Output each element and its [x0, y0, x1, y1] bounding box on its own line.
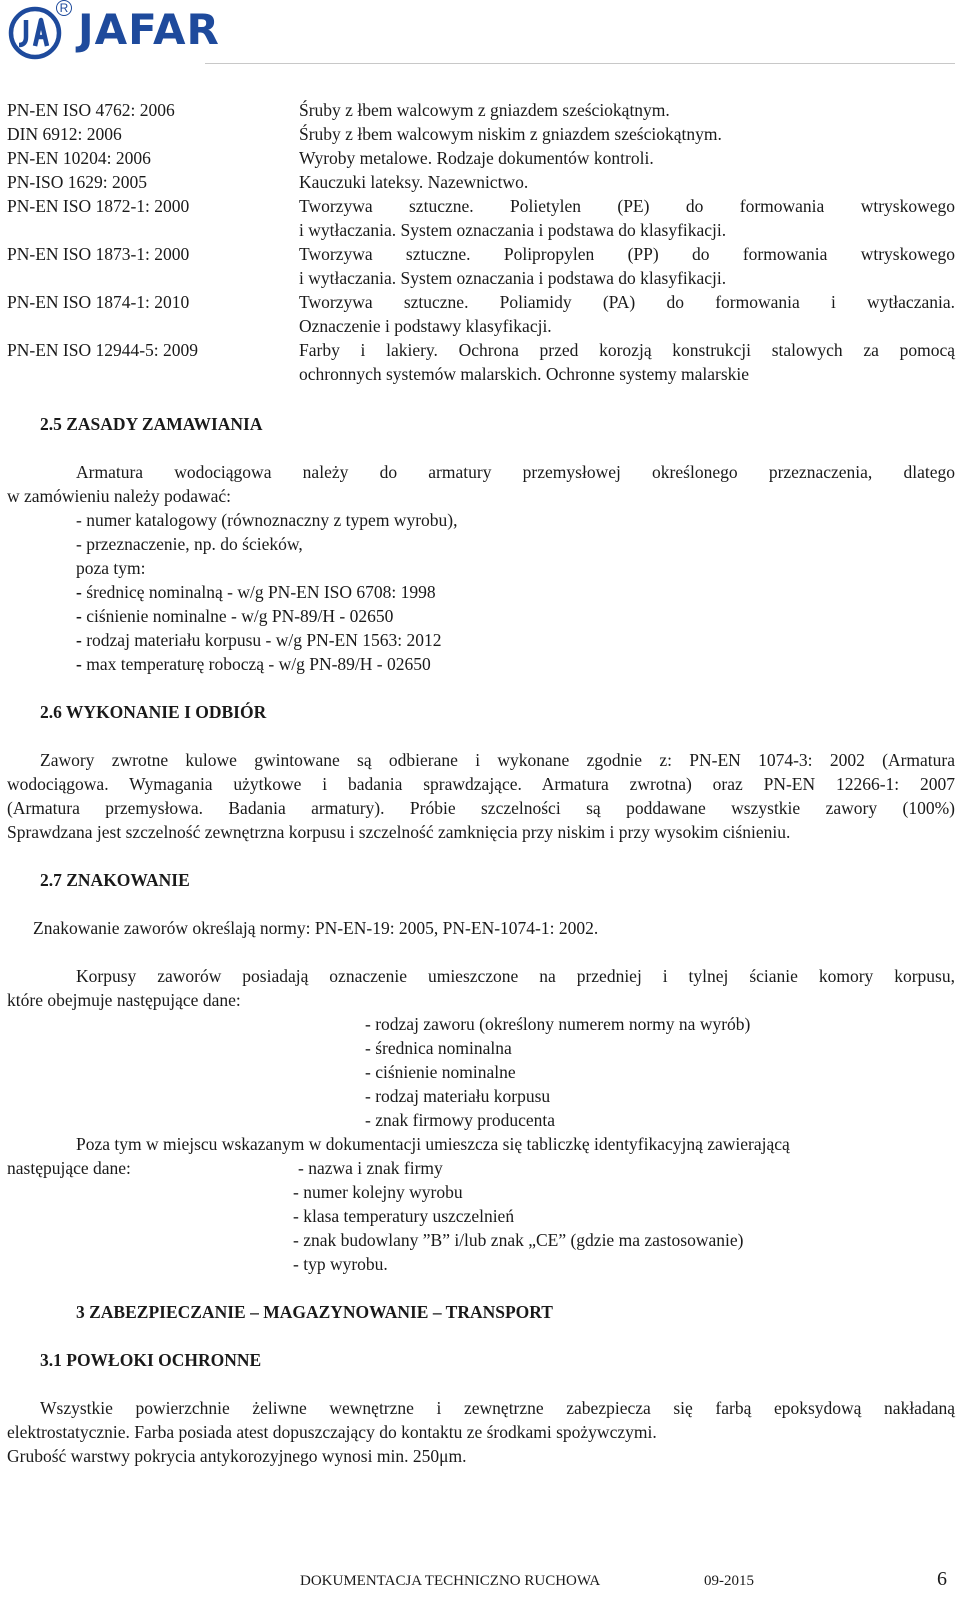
bullet-dash: -	[76, 654, 82, 674]
ordering-param	[76, 580, 436, 604]
ordering-param	[76, 652, 431, 676]
bullet-dash: -	[76, 582, 82, 602]
standard-code: PN-EN ISO 1873-1: 2000	[7, 244, 190, 264]
standard-code: PN-ISO 1629: 2005	[7, 172, 148, 192]
paragraph-line: Wszystkie powierzchnie żeliwne wewnętrzne i zewnętrzne zabezpiecza się farbą epoksydową nakładaną	[40, 1398, 955, 1418]
standard-description-cont: i wytłaczania. System oznaczania i podstawa do klasyfikacji.	[299, 220, 727, 240]
standard-description-cont: i wytłaczania. System oznaczania i podstawa do klasyfikacji.	[299, 268, 727, 288]
standard-description-cont: Oznaczenie i podstawy klasyfikacji.	[299, 316, 552, 336]
section-heading-3: 3 ZABEZPIECZANIE – MAGAZYNOWANIE – TRANSPORT	[76, 1302, 553, 1322]
paragraph-line: Zawory zwrotne kulowe gwintowane są odbierane i wykonane zgodnie z: PN-EN 1074-3: 2002 (Armatura	[40, 750, 955, 770]
ordering-item: - przeznaczenie, np. do ścieków,	[76, 534, 303, 554]
ordering-param-text: max temperaturę roboczą - w/g PN-89/H - 02650	[81, 654, 431, 674]
page-number: 6	[937, 1568, 947, 1590]
paragraph-line: Sprawdzana jest szczelność zewnętrzna korpusu i szczelność zamknięcia przy niskim i przy wysokim ciśnieniu.	[7, 822, 791, 842]
plate-item: - numer kolejny wyrobu	[293, 1182, 463, 1202]
ordering-param	[76, 604, 393, 628]
standard-code: PN-EN ISO 1874-1: 2010	[7, 292, 190, 312]
standard-code: PN-EN ISO 4762: 2006	[7, 100, 175, 120]
section-heading-3-1: 3.1 POWŁOKI OCHRONNE	[40, 1350, 262, 1370]
marking-body	[7, 964, 955, 1012]
paragraph-line: Korpusy zaworów posiadają oznaczenie umieszczone na przedniej i tylnej ścianie komory korpusu,	[76, 966, 955, 986]
company-logo-text: JAFAR	[78, 5, 220, 54]
plate-item: - typ wyrobu.	[293, 1254, 388, 1274]
paragraph-line: wodociągowa. Wymagania użytkowe i badania sprawdzające. Armatura zwrotna) oraz PN-EN 12266-1: 2007	[7, 774, 955, 794]
ordering-param-text: ciśnienie nominalne - w/g PN-89/H - 02650	[81, 606, 394, 626]
standard-code: DIN 6912: 2006	[7, 124, 122, 144]
ordering-intro-line: Armatura wodociągowa należy do armatury przemysłowej określonego przeznaczenia, dlatego	[76, 462, 955, 482]
section-heading-2-7: 2.7 ZNAKOWANIE	[40, 870, 190, 890]
paragraph-line: które obejmuje następujące dane:	[7, 990, 241, 1010]
ordering-intro	[7, 460, 955, 508]
standard-description: Tworzywa sztuczne. Poliamidy (PA) do formowania i wytłaczania.	[299, 292, 955, 312]
standard-description: Tworzywa sztuczne. Polipropylen (PP) do formowania wtryskowego	[299, 244, 955, 264]
standard-code: PN-EN ISO 1872-1: 2000	[7, 196, 190, 216]
ordering-param	[76, 628, 441, 652]
footer-date: 09-2015	[704, 1573, 754, 1589]
standard-description: Wyroby metalowe. Rodzaje dokumentów kontroli.	[299, 148, 654, 168]
header-divider	[205, 63, 955, 64]
marking-item: - średnica nominalna	[365, 1038, 512, 1058]
ordering-param-text: średnicę nominalną - w/g PN-EN ISO 6708: 1998	[81, 582, 436, 602]
plate-lead: następujące dane:	[7, 1158, 131, 1178]
ordering-param-text: rodzaj materiału korpusu - w/g PN-EN 1563: 2012	[81, 630, 442, 650]
paragraph-line: Grubość warstwy pokrycia antykorozyjnego wynosi min. 250μm.	[7, 1446, 467, 1466]
standard-description: Śruby z łbem walcowym z gniazdem sześciokątnym.	[299, 100, 670, 120]
paragraph-line: elektrostatycznie. Farba posiada atest dopuszczający do kontaktu ze środkami spożywczymi.	[7, 1422, 657, 1442]
standard-description: Śruby z łbem walcowym niskim z gniazdem sześciokątnym.	[299, 124, 722, 144]
plate-item: - nazwa i znak firmy	[298, 1158, 443, 1178]
plate-intro: Poza tym w miejscu wskazanym w dokumentacji umieszcza się tabliczkę identyfikacyjną zawierającą	[76, 1134, 790, 1154]
registered-mark: R	[56, 0, 72, 16]
standard-code: PN-EN 10204: 2006	[7, 148, 151, 168]
section-heading-2-5: 2.5 ZASADY ZAMAWIANIA	[40, 414, 263, 434]
plate-item: - klasa temperatury uszczelnień	[293, 1206, 515, 1226]
footer-doc-title: DOKUMENTACJA TECHNICZNO RUCHOWA	[300, 1573, 601, 1589]
bullet-dash: -	[76, 606, 82, 626]
ordering-item: - numer katalogowy (równoznaczny z typem wyrobu),	[76, 510, 458, 530]
ordering-item: poza tym:	[76, 558, 146, 578]
standard-description: Tworzywa sztuczne. Polietylen (PE) do formowania wtryskowego	[299, 196, 955, 216]
standard-description-cont: ochronnych systemów malarskich. Ochronne systemy malarskie	[299, 364, 750, 384]
standard-description: Kauczuki lateksy. Nazewnictwo.	[299, 172, 529, 192]
marking-norms: Znakowanie zaworów określają normy: PN-EN-19: 2005, PN-EN-1074-1: 2002.	[33, 918, 599, 938]
section-heading-2-6: 2.6 WYKONANIE I ODBIÓR	[40, 702, 267, 722]
bullet-dash: -	[76, 630, 82, 650]
page-header	[0, 0, 960, 70]
marking-item: - znak firmowy producenta	[365, 1110, 555, 1130]
plate-item: - znak budowlany ”B” i/lub znak „CE” (gdzie ma zastosowanie)	[293, 1230, 744, 1250]
ordering-intro-line: w zamówieniu należy podawać:	[7, 486, 232, 506]
marking-item: - rodzaj zaworu (określony numerem normy na wyrób)	[365, 1014, 751, 1034]
coatings-paragraph	[7, 1396, 955, 1468]
marking-item: - ciśnienie nominalne	[365, 1062, 516, 1082]
acceptance-paragraph	[7, 748, 955, 844]
marking-item: - rodzaj materiału korpusu	[365, 1086, 551, 1106]
standard-description: Farby i lakiery. Ochrona przed korozją konstrukcji stalowych za pomocą	[299, 340, 955, 360]
paragraph-line: (Armatura przemysłowa. Badania armatury). Próbie szczelności są poddawane wszystkie zawory (100%)	[7, 798, 955, 818]
jafar-logo-icon	[8, 6, 62, 60]
standard-code: PN-EN ISO 12944-5: 2009	[7, 340, 199, 360]
